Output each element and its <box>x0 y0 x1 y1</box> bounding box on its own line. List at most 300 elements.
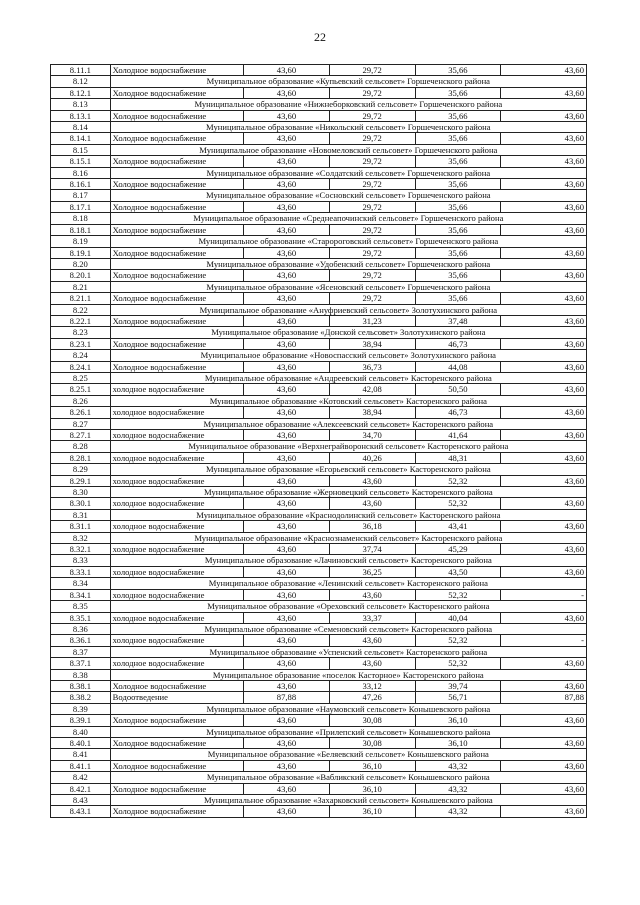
tariff-value-2: 40,26 <box>329 452 415 463</box>
tariff-value-3: 52,32 <box>415 498 501 509</box>
tariff-row <box>51 201 587 212</box>
tariff-value-4: 43,60 <box>501 224 587 235</box>
row-number: 8.40 <box>51 726 111 737</box>
tariff-value-3: 44,08 <box>415 361 501 372</box>
tariff-value-3: 35,66 <box>415 224 501 235</box>
municipality-title: Муниципальное образование «Новоспасский сельсовет» Золотухинского района <box>110 350 586 361</box>
municipality-title: Муниципальное образование «Сосновский сельсовет» Горшеченского района <box>110 190 586 201</box>
row-number: 8.38.1 <box>51 680 111 691</box>
tariff-value-1: 43,60 <box>244 110 330 121</box>
service-name: Холодное водоснабжение <box>110 315 243 326</box>
municipality-title: Муниципальное образование «Семеновский сельсовет» Касторенского района <box>110 623 586 634</box>
tariff-value-4: 43,60 <box>501 521 587 532</box>
tariff-value-2: 36,10 <box>329 783 415 794</box>
tariff-value-4: 43,60 <box>501 715 587 726</box>
row-number: 8.28 <box>51 441 111 452</box>
municipality-header-row <box>51 646 587 657</box>
municipality-title: Муниципальное образование «Егорьевский сельсовет» Касторенского района <box>110 464 586 475</box>
tariff-value-4: 43,60 <box>501 430 587 441</box>
municipality-header-row <box>51 122 587 133</box>
tariff-value-2: 34,70 <box>329 430 415 441</box>
tariff-value-3: 52,32 <box>415 635 501 646</box>
tariff-row <box>51 65 587 76</box>
service-name: Холодное водоснабжение <box>110 247 243 258</box>
tariff-value-4: 43,60 <box>501 65 587 76</box>
municipality-title: Муниципальное образование «Ореховский сельсовет» Касторенского района <box>110 601 586 612</box>
municipality-title: Муниципальное образование «Никольский сельсовет» Горшеченского района <box>110 122 586 133</box>
row-number: 8.23 <box>51 327 111 338</box>
tariff-row <box>51 247 587 258</box>
tariff-value-2: 29,72 <box>329 110 415 121</box>
tariff-row <box>51 806 587 817</box>
tariff-row <box>51 156 587 167</box>
tariff-row <box>51 384 587 395</box>
municipality-header-row <box>51 464 587 475</box>
tariff-value-4: 43,60 <box>501 680 587 691</box>
tariff-value-3: 43,41 <box>415 521 501 532</box>
tariff-value-1: 43,60 <box>244 430 330 441</box>
tariff-value-2: 30,08 <box>329 715 415 726</box>
service-name: Холодное водоснабжение <box>110 338 243 349</box>
row-number: 8.37 <box>51 646 111 657</box>
tariff-value-1: 43,60 <box>244 179 330 190</box>
tariff-value-2: 29,72 <box>329 201 415 212</box>
tariff-value-1: 43,60 <box>244 338 330 349</box>
municipality-header-row <box>51 372 587 383</box>
tariff-value-3: 35,66 <box>415 247 501 258</box>
tariff-row <box>51 87 587 98</box>
tariff-value-1: 43,60 <box>244 566 330 577</box>
municipality-title: Муниципальное образование «Захарковский сельсовет» Конышевского района <box>110 795 586 806</box>
service-name: Холодное водоснабжение <box>110 361 243 372</box>
tariff-value-1: 43,60 <box>244 224 330 235</box>
row-number: 8.13.1 <box>51 110 111 121</box>
tariff-value-2: 43,60 <box>329 589 415 600</box>
tariff-row <box>51 224 587 235</box>
row-number: 8.20 <box>51 258 111 269</box>
municipality-title: Муниципальное образование «Краснодолинский сельсовет» Касторенского района <box>110 509 586 520</box>
tariff-value-1: 43,60 <box>244 521 330 532</box>
service-name: Холодное водоснабжение <box>110 179 243 190</box>
tariff-value-4: 43,60 <box>501 247 587 258</box>
tariff-value-2: 38,94 <box>329 407 415 418</box>
municipality-header-row <box>51 213 587 224</box>
service-name: Холодное водоснабжение <box>110 87 243 98</box>
tariff-row <box>51 760 587 771</box>
tariff-value-3: 36,10 <box>415 715 501 726</box>
tariff-row <box>51 783 587 794</box>
row-number: 8.24.1 <box>51 361 111 372</box>
tariff-value-1: 43,60 <box>244 247 330 258</box>
tariff-value-2: 29,72 <box>329 293 415 304</box>
tariff-row <box>51 430 587 441</box>
row-number: 8.38 <box>51 669 111 680</box>
tariff-value-2: 38,94 <box>329 338 415 349</box>
municipality-header-row <box>51 703 587 714</box>
tariff-value-4: 43,60 <box>501 293 587 304</box>
municipality-title: Муниципальное образование «Среднеапочинский сельсовет» Горшеченского района <box>110 213 586 224</box>
tariff-row <box>51 361 587 372</box>
page-number: 22 <box>314 30 326 44</box>
row-number: 8.32 <box>51 532 111 543</box>
row-number: 8.30 <box>51 487 111 498</box>
service-name: холодное водоснабжение <box>110 566 243 577</box>
row-number: 8.23.1 <box>51 338 111 349</box>
row-number: 8.17 <box>51 190 111 201</box>
tariff-value-4: 43,60 <box>501 475 587 486</box>
row-number: 8.18 <box>51 213 111 224</box>
row-number: 8.18.1 <box>51 224 111 235</box>
tariff-value-4: 43,60 <box>501 87 587 98</box>
tariff-value-1: 43,60 <box>244 715 330 726</box>
service-name: Холодное водоснабжение <box>110 715 243 726</box>
tariff-value-1: 43,60 <box>244 293 330 304</box>
tariff-row <box>51 658 587 669</box>
municipality-header-row <box>51 749 587 760</box>
row-number: 8.33 <box>51 555 111 566</box>
municipality-title: Муниципальное образование «Новомеловский сельсовет» Горшеченского района <box>110 144 586 155</box>
municipality-title: Муниципальное образование «Ануфриевский сельсовет» Золотухинского района <box>110 304 586 315</box>
tariff-value-1: 43,60 <box>244 201 330 212</box>
tariff-row <box>51 498 587 509</box>
tariff-value-3: 46,73 <box>415 407 501 418</box>
tariff-row <box>51 407 587 418</box>
tariff-value-1: 43,60 <box>244 87 330 98</box>
row-number: 8.13 <box>51 99 111 110</box>
tariff-value-4: - <box>501 589 587 600</box>
tariff-row <box>51 589 587 600</box>
tariff-value-4: 43,60 <box>501 452 587 463</box>
service-name: холодное водоснабжение <box>110 430 243 441</box>
row-number: 8.39.1 <box>51 715 111 726</box>
row-number: 8.38.2 <box>51 692 111 703</box>
row-number: 8.26.1 <box>51 407 111 418</box>
tariff-value-3: 35,66 <box>415 201 501 212</box>
tariff-value-3: 56,71 <box>415 692 501 703</box>
tariff-value-2: 29,72 <box>329 224 415 235</box>
service-name: холодное водоснабжение <box>110 544 243 555</box>
row-number: 8.12 <box>51 76 111 87</box>
service-name: холодное водоснабжение <box>110 635 243 646</box>
row-number: 8.33.1 <box>51 566 111 577</box>
tariff-value-3: 46,73 <box>415 338 501 349</box>
municipality-header-row <box>51 258 587 269</box>
row-number: 8.12.1 <box>51 87 111 98</box>
municipality-title: Муниципальное образование «Солдатский сельсовет» Горшеченского района <box>110 167 586 178</box>
service-name: Холодное водоснабжение <box>110 65 243 76</box>
tariff-value-4: 43,60 <box>501 133 587 144</box>
row-number: 8.35 <box>51 601 111 612</box>
tariff-value-2: 37,74 <box>329 544 415 555</box>
municipality-header-row <box>51 487 587 498</box>
tariff-value-2: 29,72 <box>329 179 415 190</box>
tariff-row <box>51 315 587 326</box>
tariff-value-4: 43,60 <box>501 338 587 349</box>
tariff-value-3: 43,32 <box>415 806 501 817</box>
tariff-value-3: 35,66 <box>415 110 501 121</box>
row-number: 8.27 <box>51 418 111 429</box>
row-number: 8.34.1 <box>51 589 111 600</box>
tariff-row <box>51 452 587 463</box>
tariff-value-2: 43,60 <box>329 498 415 509</box>
tariff-value-4: 43,60 <box>501 201 587 212</box>
municipality-title: Муниципальное образование «Ленинский сельсовет» Касторенского района <box>110 578 586 589</box>
tariff-table-body <box>51 65 587 818</box>
row-number: 8.43.1 <box>51 806 111 817</box>
service-name: Холодное водоснабжение <box>110 293 243 304</box>
municipality-title: Муниципальное образование «Наумовский сельсовет» Конышевского района <box>110 703 586 714</box>
row-number: 8.14 <box>51 122 111 133</box>
municipality-title: Муниципальное образование «Вабликский сельсовет» Конышевского района <box>110 772 586 783</box>
municipality-header-row <box>51 350 587 361</box>
tariff-row <box>51 338 587 349</box>
tariff-row <box>51 544 587 555</box>
tariff-value-1: 43,60 <box>244 635 330 646</box>
row-number: 8.14.1 <box>51 133 111 144</box>
municipality-title: Муниципальное образование «Старороговский сельсовет» Горшеченского района <box>110 236 586 247</box>
tariff-value-1: 43,60 <box>244 612 330 623</box>
municipality-title: Муниципальное образование «Купьевский сельсовет» Горшеченского района <box>110 76 586 87</box>
tariff-value-4: 43,60 <box>501 783 587 794</box>
service-name: холодное водоснабжение <box>110 407 243 418</box>
municipality-title: Муниципальное образование «Удобенский сельсовет» Горшеченского района <box>110 258 586 269</box>
tariff-row <box>51 475 587 486</box>
municipality-title: Муниципальное образование «Прилепский сельсовет» Конышевского района <box>110 726 586 737</box>
tariff-value-3: 39,74 <box>415 680 501 691</box>
row-number: 8.27.1 <box>51 430 111 441</box>
tariff-row <box>51 270 587 281</box>
tariff-value-1: 43,60 <box>244 361 330 372</box>
service-name: холодное водоснабжение <box>110 589 243 600</box>
tariff-value-4: 43,60 <box>501 156 587 167</box>
tariff-value-1: 87,88 <box>244 692 330 703</box>
tariff-row <box>51 293 587 304</box>
tariff-value-2: 29,72 <box>329 247 415 258</box>
municipality-title: Муниципальное образование «Андреевский сельсовет» Касторенского района <box>110 372 586 383</box>
municipality-header-row <box>51 144 587 155</box>
municipality-header-row <box>51 555 587 566</box>
row-number: 8.39 <box>51 703 111 714</box>
row-number: 8.31.1 <box>51 521 111 532</box>
service-name: холодное водоснабжение <box>110 384 243 395</box>
tariff-value-4: 43,60 <box>501 270 587 281</box>
tariff-value-1: 43,60 <box>244 384 330 395</box>
municipality-title: Муниципальное образование «Беляевский сельсовет» Конышевского района <box>110 749 586 760</box>
tariff-value-3: 52,32 <box>415 475 501 486</box>
tariff-value-4: 43,60 <box>501 566 587 577</box>
tariff-value-3: 35,66 <box>415 65 501 76</box>
municipality-header-row <box>51 304 587 315</box>
municipality-title: Муниципальное образование «Жерновецкий сельсовет» Касторенского района <box>110 487 586 498</box>
tariff-value-3: 41,64 <box>415 430 501 441</box>
service-name: Холодное водоснабжение <box>110 760 243 771</box>
tariff-value-2: 29,72 <box>329 133 415 144</box>
municipality-header-row <box>51 795 587 806</box>
tariff-value-1: 43,60 <box>244 156 330 167</box>
tariff-value-2: 36,73 <box>329 361 415 372</box>
tariff-value-1: 43,60 <box>244 270 330 281</box>
tariff-value-2: 47,26 <box>329 692 415 703</box>
tariff-value-2: 33,12 <box>329 680 415 691</box>
row-number: 8.37.1 <box>51 658 111 669</box>
tariff-value-2: 36,10 <box>329 760 415 771</box>
tariff-value-2: 36,18 <box>329 521 415 532</box>
row-number: 8.30.1 <box>51 498 111 509</box>
tariff-value-1: 43,60 <box>244 806 330 817</box>
row-number: 8.15.1 <box>51 156 111 167</box>
row-number: 8.28.1 <box>51 452 111 463</box>
row-number: 8.41 <box>51 749 111 760</box>
municipality-header-row <box>51 76 587 87</box>
row-number: 8.21.1 <box>51 293 111 304</box>
tariff-value-3: 37,48 <box>415 315 501 326</box>
municipality-title: Муниципальное образование «Верхнеграйворонский сельсовет» Касторенского района <box>110 441 586 452</box>
tariff-value-1: 43,60 <box>244 407 330 418</box>
tariff-value-2: 29,72 <box>329 65 415 76</box>
tariff-value-1: 43,60 <box>244 589 330 600</box>
municipality-header-row <box>51 601 587 612</box>
row-number: 8.31 <box>51 509 111 520</box>
service-name: Холодное водоснабжение <box>110 806 243 817</box>
row-number: 8.25 <box>51 372 111 383</box>
municipality-header-row <box>51 441 587 452</box>
municipality-header-row <box>51 509 587 520</box>
tariff-row <box>51 110 587 121</box>
tariff-row <box>51 635 587 646</box>
tariff-value-4: 43,60 <box>501 315 587 326</box>
municipality-title: Муниципальное образование «Краснознаменский сельсовет» Касторенского района <box>110 532 586 543</box>
tariff-value-3: 52,32 <box>415 658 501 669</box>
municipality-header-row <box>51 395 587 406</box>
row-number: 8.36.1 <box>51 635 111 646</box>
tariff-value-3: 50,50 <box>415 384 501 395</box>
service-name: холодное водоснабжение <box>110 612 243 623</box>
service-name: Водоотведение <box>110 692 243 703</box>
service-name: холодное водоснабжение <box>110 521 243 532</box>
row-number: 8.29 <box>51 464 111 475</box>
row-number: 8.11.1 <box>51 65 111 76</box>
tariff-value-1: 43,60 <box>244 452 330 463</box>
service-name: холодное водоснабжение <box>110 498 243 509</box>
tariff-value-1: 43,60 <box>244 737 330 748</box>
tariff-value-4: 43,60 <box>501 544 587 555</box>
tariff-value-2: 31,23 <box>329 315 415 326</box>
tariff-value-3: 40,04 <box>415 612 501 623</box>
tariff-row <box>51 680 587 691</box>
municipality-header-row <box>51 327 587 338</box>
service-name: Холодное водоснабжение <box>110 737 243 748</box>
row-number: 8.24 <box>51 350 111 361</box>
tariff-value-2: 29,72 <box>329 87 415 98</box>
tariff-value-1: 43,60 <box>244 760 330 771</box>
tariff-value-1: 43,60 <box>244 680 330 691</box>
tariff-value-3: 35,66 <box>415 270 501 281</box>
municipality-title: Муниципальное образование «Котовский сельсовет» Касторенского района <box>110 395 586 406</box>
service-name: холодное водоснабжение <box>110 452 243 463</box>
service-name: Холодное водоснабжение <box>110 133 243 144</box>
service-name: Холодное водоснабжение <box>110 270 243 281</box>
service-name: Холодное водоснабжение <box>110 680 243 691</box>
tariff-value-2: 43,60 <box>329 658 415 669</box>
tariff-value-3: 43,50 <box>415 566 501 577</box>
row-number: 8.22 <box>51 304 111 315</box>
service-name: холодное водоснабжение <box>110 475 243 486</box>
tariff-value-2: 33,37 <box>329 612 415 623</box>
tariff-value-3: 43,32 <box>415 783 501 794</box>
tariff-row <box>51 521 587 532</box>
row-number: 8.36 <box>51 623 111 634</box>
tariff-row <box>51 133 587 144</box>
tariff-value-2: 42,08 <box>329 384 415 395</box>
tariff-value-4: 87,88 <box>501 692 587 703</box>
municipality-header-row <box>51 578 587 589</box>
tariff-value-4: 43,60 <box>501 384 587 395</box>
tariff-value-2: 43,60 <box>329 635 415 646</box>
service-name: холодное водоснабжение <box>110 658 243 669</box>
tariff-value-4: 43,60 <box>501 737 587 748</box>
tariff-value-3: 35,66 <box>415 133 501 144</box>
tariff-value-2: 30,08 <box>329 737 415 748</box>
row-number: 8.35.1 <box>51 612 111 623</box>
row-number: 8.34 <box>51 578 111 589</box>
row-number: 8.19.1 <box>51 247 111 258</box>
service-name: Холодное водоснабжение <box>110 224 243 235</box>
municipality-header-row <box>51 669 587 680</box>
tariff-value-4: 43,60 <box>501 760 587 771</box>
municipality-header-row <box>51 236 587 247</box>
tariff-value-4: 43,60 <box>501 361 587 372</box>
tariff-value-4: 43,60 <box>501 498 587 509</box>
tariff-value-1: 43,60 <box>244 65 330 76</box>
tariff-value-1: 43,60 <box>244 133 330 144</box>
municipality-header-row <box>51 281 587 292</box>
tariff-row <box>51 692 587 703</box>
tariff-value-3: 45,29 <box>415 544 501 555</box>
municipality-title: Муниципальное образование «Лачиновский сельсовет» Касторенского района <box>110 555 586 566</box>
municipality-title: Муниципальное образование «Ясеновский сельсовет» Горшеченского района <box>110 281 586 292</box>
tariff-value-3: 35,66 <box>415 179 501 190</box>
tariff-value-1: 43,60 <box>244 783 330 794</box>
row-number: 8.22.1 <box>51 315 111 326</box>
municipality-title: Муниципальное образование «Нижнеборковский сельсовет» Горшеченского района <box>110 99 586 110</box>
service-name: Холодное водоснабжение <box>110 110 243 121</box>
tariff-row <box>51 715 587 726</box>
tariff-value-1: 43,60 <box>244 498 330 509</box>
row-number: 8.15 <box>51 144 111 155</box>
municipality-title: Муниципальное образование «Донской сельсовет» Золотухинского района <box>110 327 586 338</box>
tariff-value-4: 43,60 <box>501 407 587 418</box>
tariff-value-4: 43,60 <box>501 612 587 623</box>
tariff-value-3: 52,32 <box>415 589 501 600</box>
row-number: 8.32.1 <box>51 544 111 555</box>
tariff-row <box>51 612 587 623</box>
tariff-value-3: 48,31 <box>415 452 501 463</box>
tariff-value-4: 43,60 <box>501 179 587 190</box>
row-number: 8.16 <box>51 167 111 178</box>
row-number: 8.43 <box>51 795 111 806</box>
municipality-header-row <box>51 772 587 783</box>
tariff-value-2: 36,25 <box>329 566 415 577</box>
municipality-title: Муниципальное образование «Успенский сельсовет» Касторенского района <box>110 646 586 657</box>
municipality-header-row <box>51 167 587 178</box>
tariff-value-1: 43,60 <box>244 475 330 486</box>
tariff-value-3: 36,10 <box>415 737 501 748</box>
row-number: 8.16.1 <box>51 179 111 190</box>
row-number: 8.20.1 <box>51 270 111 281</box>
tariff-row <box>51 737 587 748</box>
tariff-value-4: 43,60 <box>501 110 587 121</box>
municipality-header-row <box>51 726 587 737</box>
